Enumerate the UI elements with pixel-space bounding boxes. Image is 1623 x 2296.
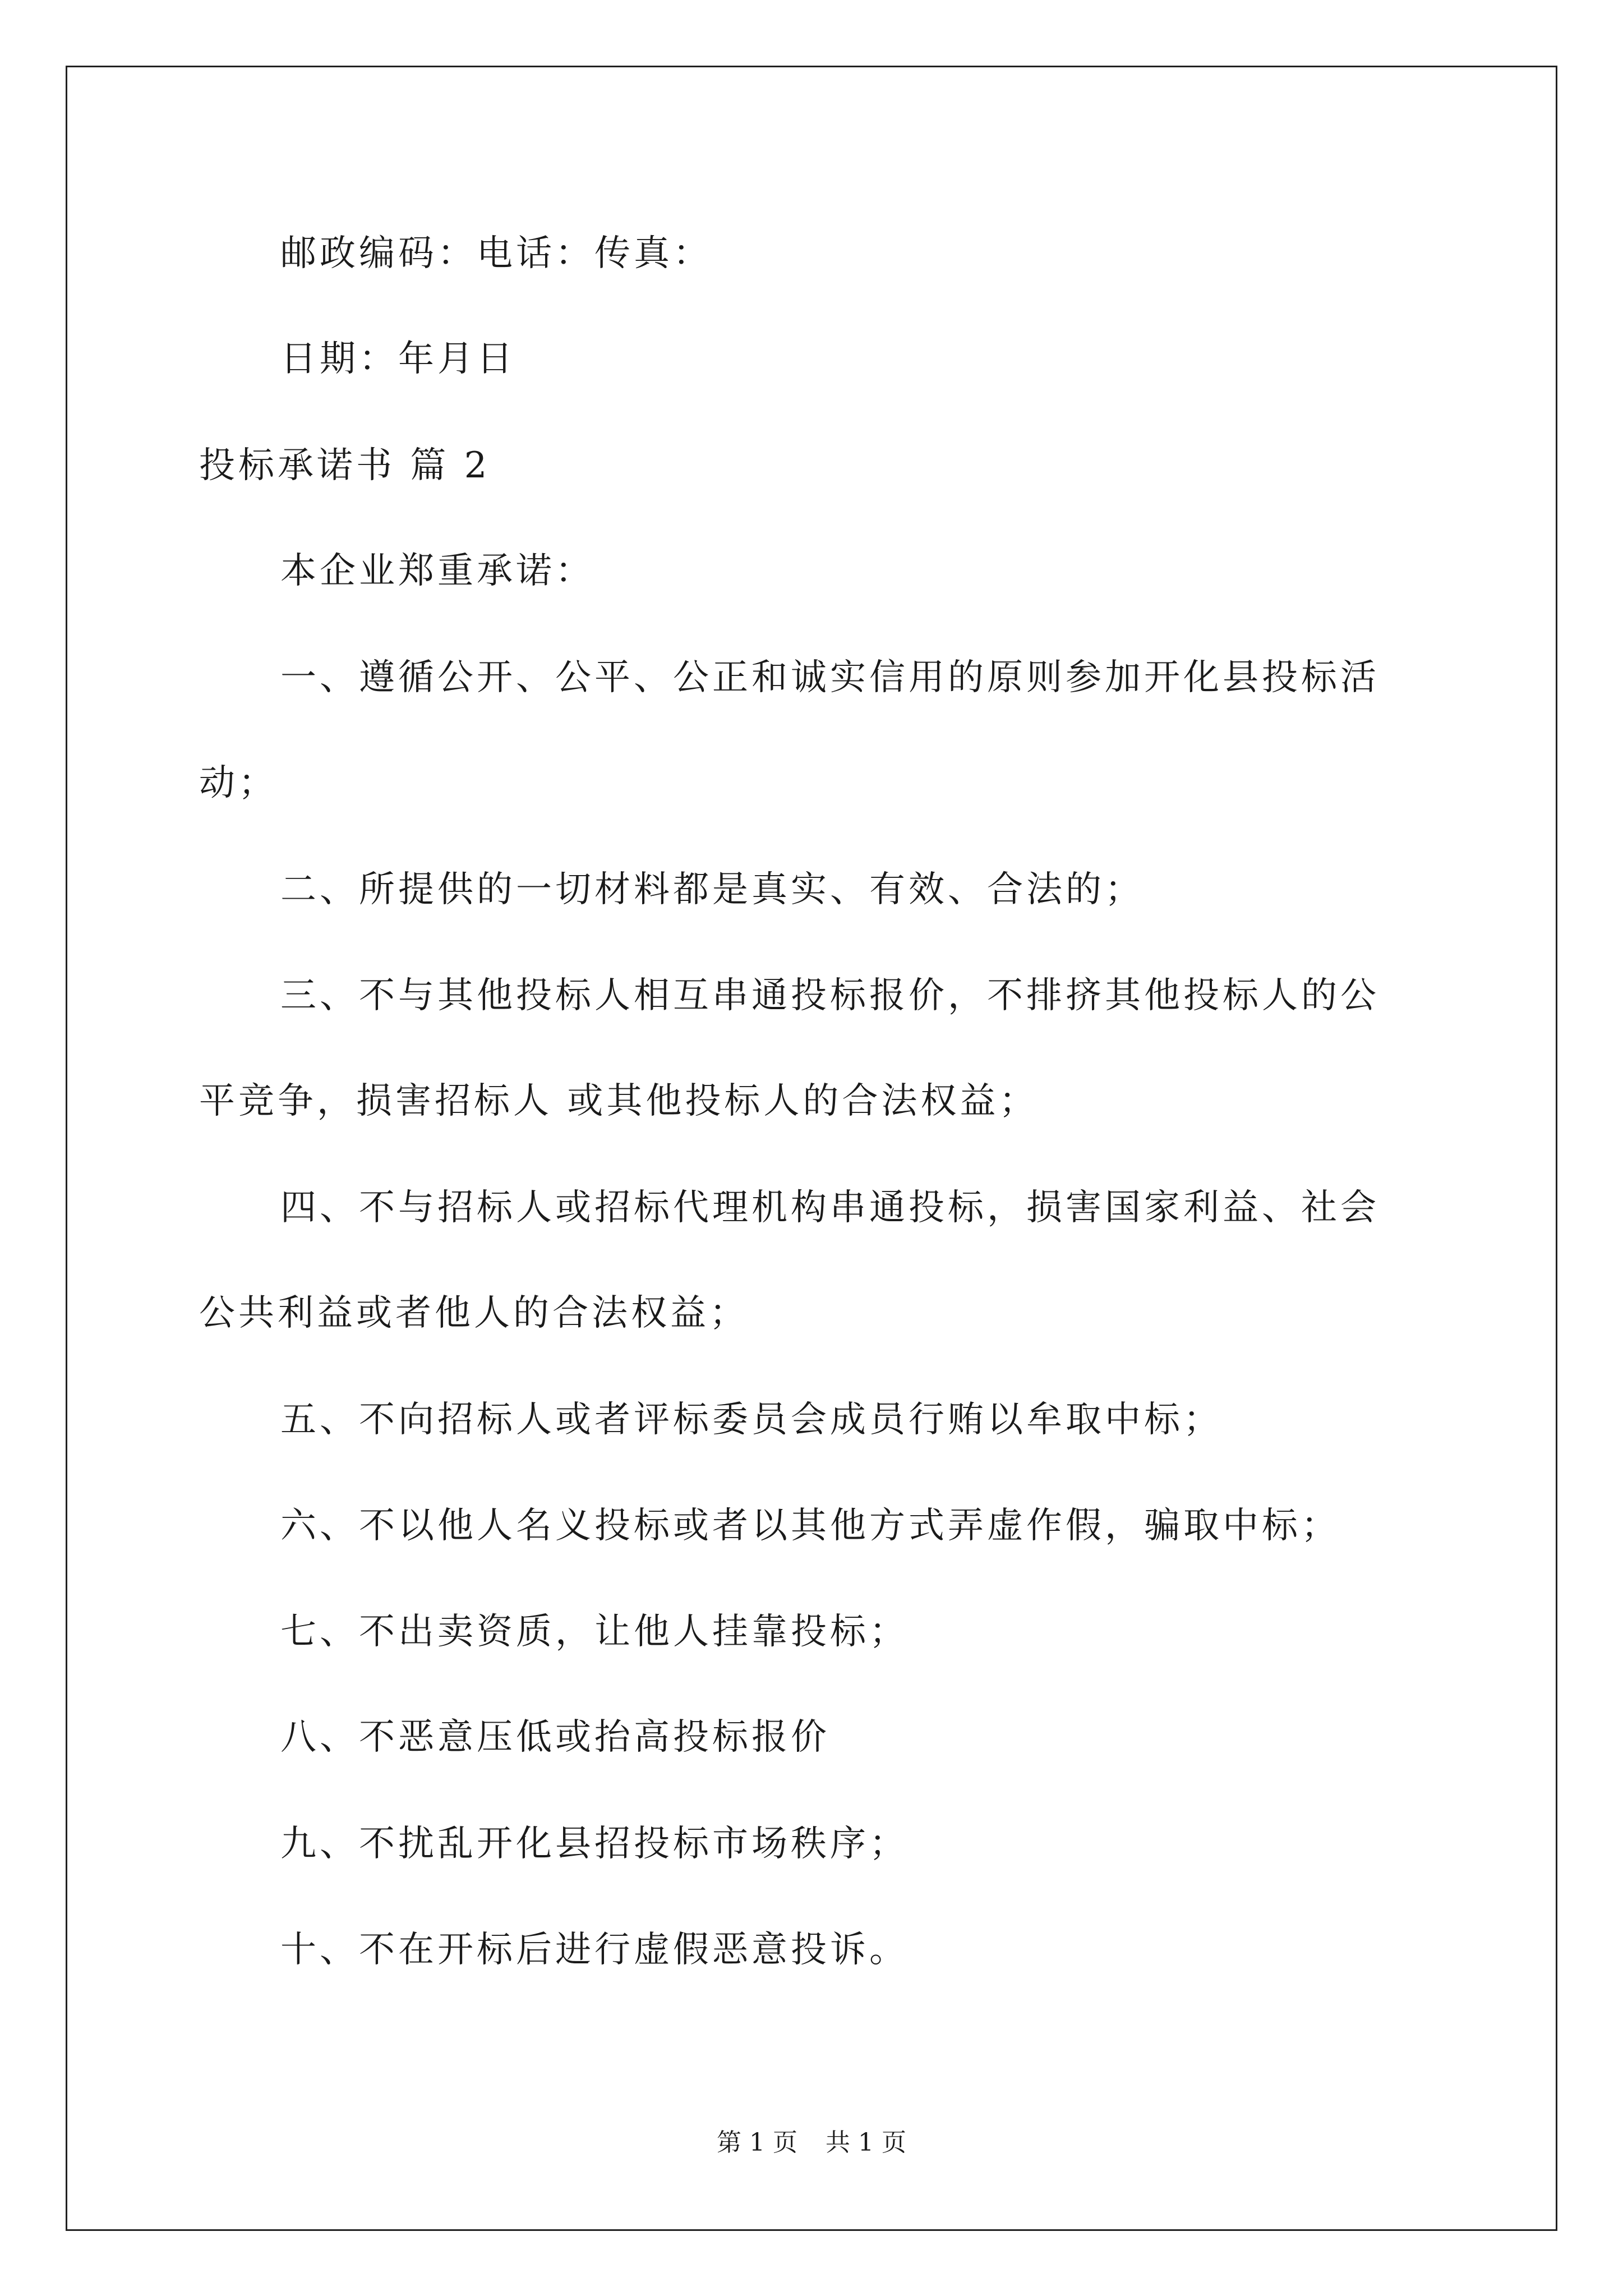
commitment-item-4-cont: 公共利益或者他人的合法权益；: [199, 1292, 749, 1334]
commitment-item-5: 五、不向招标人或者评标委员会成员行贿以牟取中标；: [280, 1399, 1223, 1441]
page-number-total: 共 1 页: [826, 2128, 906, 2157]
page-footer: [0, 2127, 1623, 2159]
commitment-item-3-cont: 平竞争，损害招标人 或其他投标人的合法权益；: [199, 1080, 1039, 1122]
section-heading: 投标承诺书 篇 2: [199, 445, 491, 486]
commitment-item-3: 三、不与其他投标人相互串通投标报价，不排挤其他投标人的公: [280, 975, 1380, 1016]
commitment-item-1: 一、遵循公开、公平、公正和诚实信用的原则参加开化县投标活: [280, 657, 1380, 698]
page-number-current: 第 1 页: [717, 2128, 797, 2157]
postal-phone-fax-line: 邮政编码：电话：传真：: [280, 233, 712, 274]
page-border: [66, 66, 1557, 2231]
commitment-intro: 本企业郑重承诺：: [280, 550, 594, 592]
commitment-item-1-cont: 动；: [199, 762, 278, 804]
date-line: 日期：年月日: [280, 338, 516, 380]
commitment-item-9: 九、不扰乱开化县招投标市场秩序；: [280, 1823, 909, 1865]
commitment-item-7: 七、不出卖资质，让他人挂靠投标；: [280, 1611, 909, 1653]
commitment-item-6: 六、不以他人名义投标或者以其他方式弄虚作假，骗取中标；: [280, 1505, 1340, 1547]
commitment-item-2: 二、所提供的一切材料都是真实、有效、合法的；: [280, 869, 1144, 910]
commitment-item-10: 十、不在开标后进行虚假恶意投诉。: [280, 1929, 909, 1971]
commitment-item-4: 四、不与招标人或招标代理机构串通投标，损害国家利益、社会: [280, 1187, 1380, 1228]
commitment-item-8: 八、不恶意压低或抬高投标报价: [280, 1717, 830, 1758]
